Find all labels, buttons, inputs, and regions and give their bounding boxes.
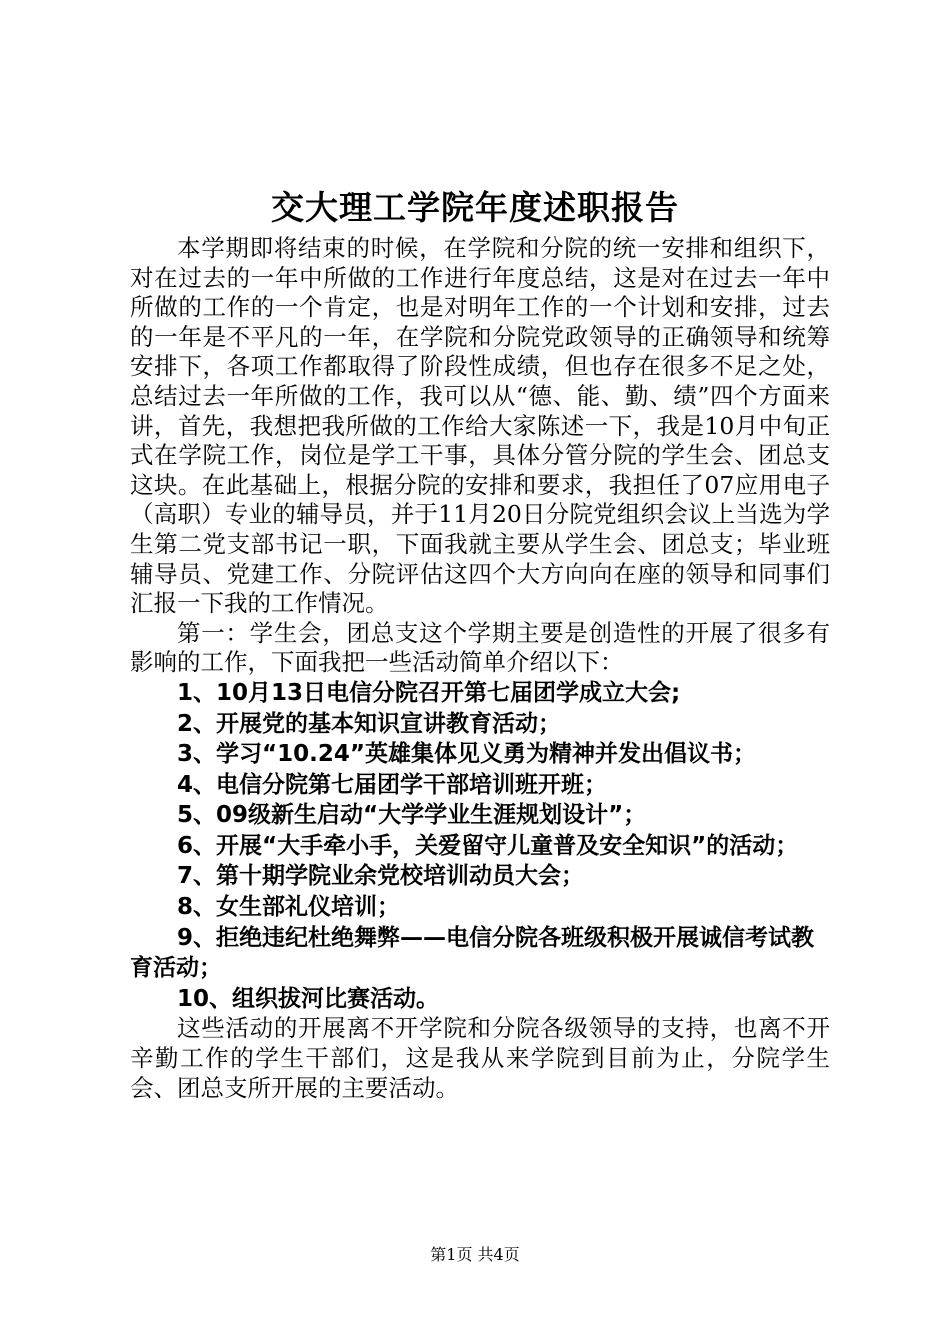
activity-item: 10、组织拔河比赛活动。 bbox=[177, 985, 440, 1012]
section-one-paragraph: 第一：学生会，团总支这个学期主要是创造性的开展了很多有影响的工作，下面我把一些活动简单介绍以下： bbox=[130, 618, 830, 677]
document-title: 交大理工学院年度述职报告 bbox=[271, 188, 679, 227]
document-body bbox=[130, 234, 830, 1103]
activity-item: 3、学习“10.24”英雄集体见义勇为精神并发出倡议书； bbox=[177, 741, 756, 768]
activity-item: 7、第十期学院业余党校培训动员大会； bbox=[177, 863, 585, 890]
activity-item: 4、电信分院第七届团学干部培训班开班； bbox=[177, 771, 608, 798]
intro-paragraph: 本学期即将结束的时候，在学院和分院的统一安排和组织下，对在过去的一年中所做的工作进行年度总结，这是对在过去一年中所做的工作的一个肯定，也是对明年工作的一个计划和安排，过去的一年是不平凡的一年，在学院和分院党政领导的正确领导和统筹安排下，各项工作都取得了阶段性成绩，但也存在很多不足之处，总结过去一年所做的工作，我可以从“德、能、勤、绩”四个方面来讲，首先，我想把我所做的工作给大家陈述一下，我是10月中旬正式在学院工作，岗位是学工干事，具体分管分院的学生会、团总支这块。在此基础上，根据分院的安排和要求，我担任了07应用电子（高职）专业的辅导员，并于11月20日分院党组织会议上当选为学生第二党支部书记一职，下面我就主要从学生会、团总支；毕业班辅导员、党建工作、分院评估这四个大方向向在座的领导和同事们汇报一下我的工作情况。 bbox=[130, 234, 830, 618]
page-footer: 第1页 共4页 bbox=[430, 1245, 520, 1264]
activity-item: 6、开展“大手牵小手，关爱留守儿童普及安全知识”的活动； bbox=[177, 832, 799, 859]
activity-item: 8、女生部礼仪培训； bbox=[177, 894, 401, 921]
activity-item: 1、10月13日电信分院召开第七届团学成立大会; bbox=[177, 679, 681, 706]
activity-item: 2、开展党的基本知识宣讲教育活动； bbox=[177, 710, 562, 737]
activity-item: 5、09级新生启动“大学学业生涯规划设计”； bbox=[177, 802, 647, 829]
activity-item: 9、拒绝违纪杜绝舞弊——电信分院各班级积极开展诚信考试教育活动； bbox=[130, 924, 815, 982]
closing-paragraph: 这些活动的开展离不开学院和分院各级领导的支持，也离不开辛勤工作的学生干部们，这是我从来学院到目前为止，分院学生会、团总支所开展的主要活动。 bbox=[130, 1014, 830, 1102]
